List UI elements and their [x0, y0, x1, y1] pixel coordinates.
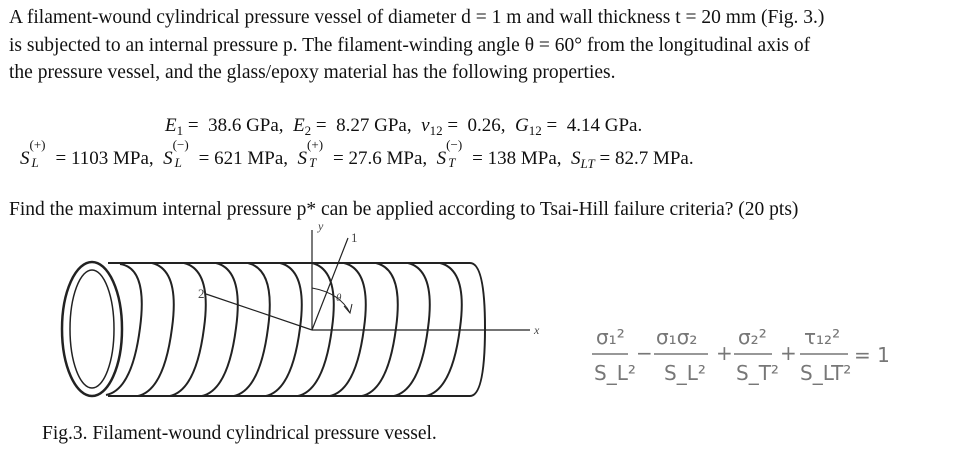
e2-value: 8.27 GPa,: [336, 115, 412, 136]
problem-line-3: the pressure vessel, and the glass/epoxy material has the following properties.: [9, 62, 616, 83]
question-text: Find the maximum internal pressure p* can be applied according to Tsai-Hill failure criteria? (20 pts): [9, 199, 799, 220]
direction-1-label: 1: [351, 230, 358, 245]
term1-denominator: S_L²: [594, 361, 636, 385]
problem-line-1: A filament-wound cylindrical pressure vessel of diameter d = 1 m and wall thickness t = 20 mm (Fig. 3.): [9, 7, 825, 28]
sl-minus-value: 621 MPa,: [214, 148, 289, 169]
problem-line-2: is subjected to an internal pressure p. The filament-winding angle θ = 60° from the longitudinal axis of: [9, 35, 811, 56]
term4-numerator: τ₁₂²: [804, 325, 841, 349]
figure-caption: Fig.3. Filament-wound cylindrical pressure vessel.: [42, 423, 437, 444]
y-axis-label: y: [318, 219, 324, 233]
sl-plus-value: 1103 MPa,: [70, 148, 154, 169]
tsai-hill-criterion: [586, 322, 926, 402]
plus-sign-1: +: [716, 341, 733, 365]
e1-value: 38.6 GPa,: [208, 115, 284, 136]
minus-sign: −: [636, 341, 653, 365]
term2-numerator: σ₁σ₂: [656, 325, 698, 349]
term1-numerator: σ₁²: [596, 325, 625, 349]
theta-label: θ: [336, 292, 342, 304]
properties-row-1: $E_1 = 38.6$ GPa, $E_2 = 8.27$ GPa, $\nu_{12} = 0.26$, $G_{12} = 4.14$ GPa.: [165, 115, 643, 138]
term3-numerator: σ₂²: [738, 325, 767, 349]
term4-denominator: S_LT²: [800, 361, 852, 385]
direction-2-label: 2: [198, 286, 205, 301]
plus-sign-2: +: [780, 341, 797, 365]
x-axis-label: x: [534, 323, 540, 337]
term3-denominator: S_T²: [736, 361, 779, 385]
st-plus-value: 27.6 MPa,: [348, 148, 428, 169]
slt-value: 82.7 MPa.: [614, 148, 694, 169]
properties-row-2: S (+) L = 1103 MPa, S (−) L = 621 MPa, S (+) T = 27.6 MPa, S (−) T = 138 MPa, $S_{LT} = 82.7$ MPa.: [20, 137, 694, 171]
pressure-vessel-figure: [40, 218, 560, 418]
g12-value: 4.14 GPa.: [566, 115, 643, 136]
st-minus-value: 138 MPa,: [487, 148, 562, 169]
term2-denominator: S_L²: [664, 361, 706, 385]
equals-one: = 1: [854, 343, 890, 367]
v12-value: 0.26,: [467, 115, 506, 136]
